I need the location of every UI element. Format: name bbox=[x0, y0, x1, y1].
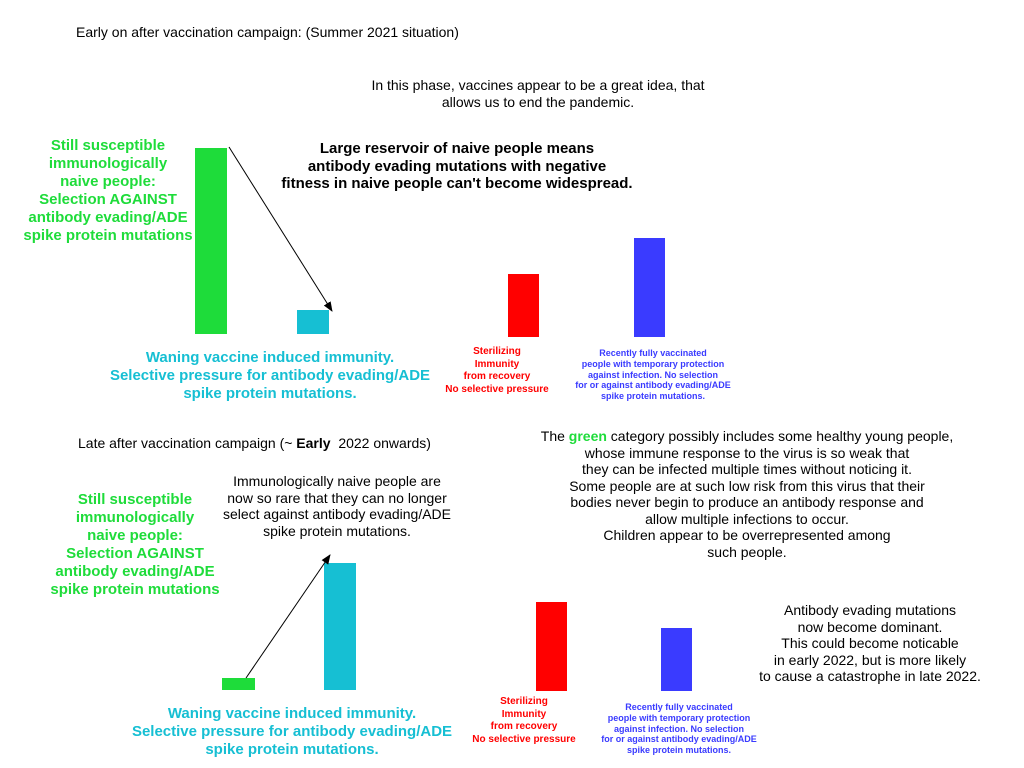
green-note-line: they can be infected multiple times without noticing it. bbox=[582, 461, 912, 478]
green-note-line: allow multiple infections to occur. bbox=[645, 510, 849, 527]
dominant-line: to cause a catastrophe in late 2022. bbox=[759, 668, 981, 685]
decline-arrow bbox=[229, 147, 332, 311]
green-label-line: Still susceptible bbox=[77, 491, 193, 508]
green-label-line: Selection AGAINST bbox=[39, 191, 177, 208]
blue-label-line: for or against antibody evading/ADE bbox=[601, 734, 757, 745]
dominant-line: in early 2022, but is more likely bbox=[773, 651, 967, 668]
green-note-line: bodies never begin to produce an antibody response and bbox=[570, 494, 924, 511]
blue-label-line: spike protein mutations. bbox=[600, 391, 705, 402]
green-label-line: spike protein mutations bbox=[50, 581, 220, 598]
teal-label-line: Waning vaccine induced immunity. bbox=[145, 349, 395, 366]
blue-label-line: Recently fully vaccinated bbox=[625, 702, 733, 712]
rarity-line: now so rare that they can no longer bbox=[227, 489, 447, 506]
green-label-line: spike protein mutations bbox=[23, 227, 193, 244]
top-heading: Early on after vaccination campaign: (Summer 2021 situation) bbox=[76, 24, 459, 40]
dominant-line: This could become noticable bbox=[781, 635, 959, 652]
blue-label-line: Recently fully vaccinated bbox=[599, 348, 707, 358]
bottom-heading-bold: Early bbox=[296, 435, 331, 451]
green-label-line: Still susceptible bbox=[50, 137, 166, 154]
green-label-line: naive people: bbox=[87, 527, 183, 544]
green-note-line: whose immune response to the virus is so weak that bbox=[584, 444, 910, 461]
teal-label-line: spike protein mutations. bbox=[183, 385, 357, 402]
rise-arrow bbox=[246, 555, 330, 678]
red-label-line: from recovery bbox=[490, 721, 558, 732]
blue-label-line: against infection. No selection bbox=[587, 369, 719, 380]
rarity-line: spike protein mutations. bbox=[263, 522, 411, 539]
green-label-line: antibody evading/ADE bbox=[55, 563, 215, 580]
red-label-line: Sterilizing bbox=[473, 346, 521, 357]
red-label-line: Immunity bbox=[474, 358, 520, 370]
reservoir-line: Large reservoir of naive people means bbox=[319, 140, 595, 157]
blue-label-line: people with temporary protection bbox=[581, 358, 725, 369]
green-label-line: immunologically bbox=[75, 509, 195, 526]
red-label-line: Immunity bbox=[501, 708, 547, 720]
green-note-line: such people. bbox=[707, 543, 787, 560]
green-label-line: Selection AGAINST bbox=[66, 545, 204, 562]
teal-label-line: spike protein mutations. bbox=[205, 741, 379, 758]
green-note-pre: The bbox=[540, 428, 569, 444]
top-intro-line: In this phase, vaccines appear to be a great idea, that bbox=[371, 77, 705, 93]
reservoir-line: fitness in naive people can't become widespread. bbox=[281, 175, 633, 193]
reservoir-line: antibody evading mutations with negative bbox=[307, 157, 607, 175]
green-note-line: Children appear to be overrepresented among bbox=[603, 527, 891, 544]
blue-label-line: against infection. No selection bbox=[613, 723, 745, 734]
teal-label-line: Selective pressure for antibody evading/ADE bbox=[109, 367, 431, 384]
blue-label-line: people with temporary protection bbox=[607, 712, 751, 723]
blue-label-line: spike protein mutations. bbox=[626, 745, 731, 756]
green-label-line: immunologically bbox=[48, 155, 168, 172]
teal-label-line: Selective pressure for antibody evading/ADE bbox=[131, 723, 453, 740]
blue-label-line: for or against antibody evading/ADE bbox=[575, 380, 731, 391]
dominant-line: Antibody evading mutations bbox=[784, 602, 956, 618]
bottom-heading-pre: Late after vaccination campaign (~ bbox=[78, 435, 297, 451]
green-label-line: naive people: bbox=[60, 173, 156, 190]
green-note-post: category possibly includes some healthy young people, bbox=[606, 428, 954, 444]
top-intro-line: allows us to end the pandemic. bbox=[441, 93, 635, 110]
red-label-line: Sterilizing bbox=[500, 696, 548, 707]
red-label-line: No selective pressure bbox=[445, 383, 549, 395]
bottom-heading-post: 2022 onwards) bbox=[330, 435, 431, 451]
red-label-line: from recovery bbox=[463, 371, 531, 382]
green-note-word: green bbox=[568, 428, 607, 444]
green-note-line: Some people are at such low risk from this virus that their bbox=[569, 477, 925, 494]
red-label-line: No selective pressure bbox=[472, 733, 576, 745]
dominant-line: now become dominant. bbox=[797, 618, 943, 635]
rarity-line: select against antibody evading/ADE bbox=[222, 506, 452, 523]
green-label-line: antibody evading/ADE bbox=[28, 209, 188, 226]
teal-label-line: Waning vaccine induced immunity. bbox=[167, 705, 417, 722]
rarity-line: Immunologically naive people are bbox=[233, 473, 441, 489]
